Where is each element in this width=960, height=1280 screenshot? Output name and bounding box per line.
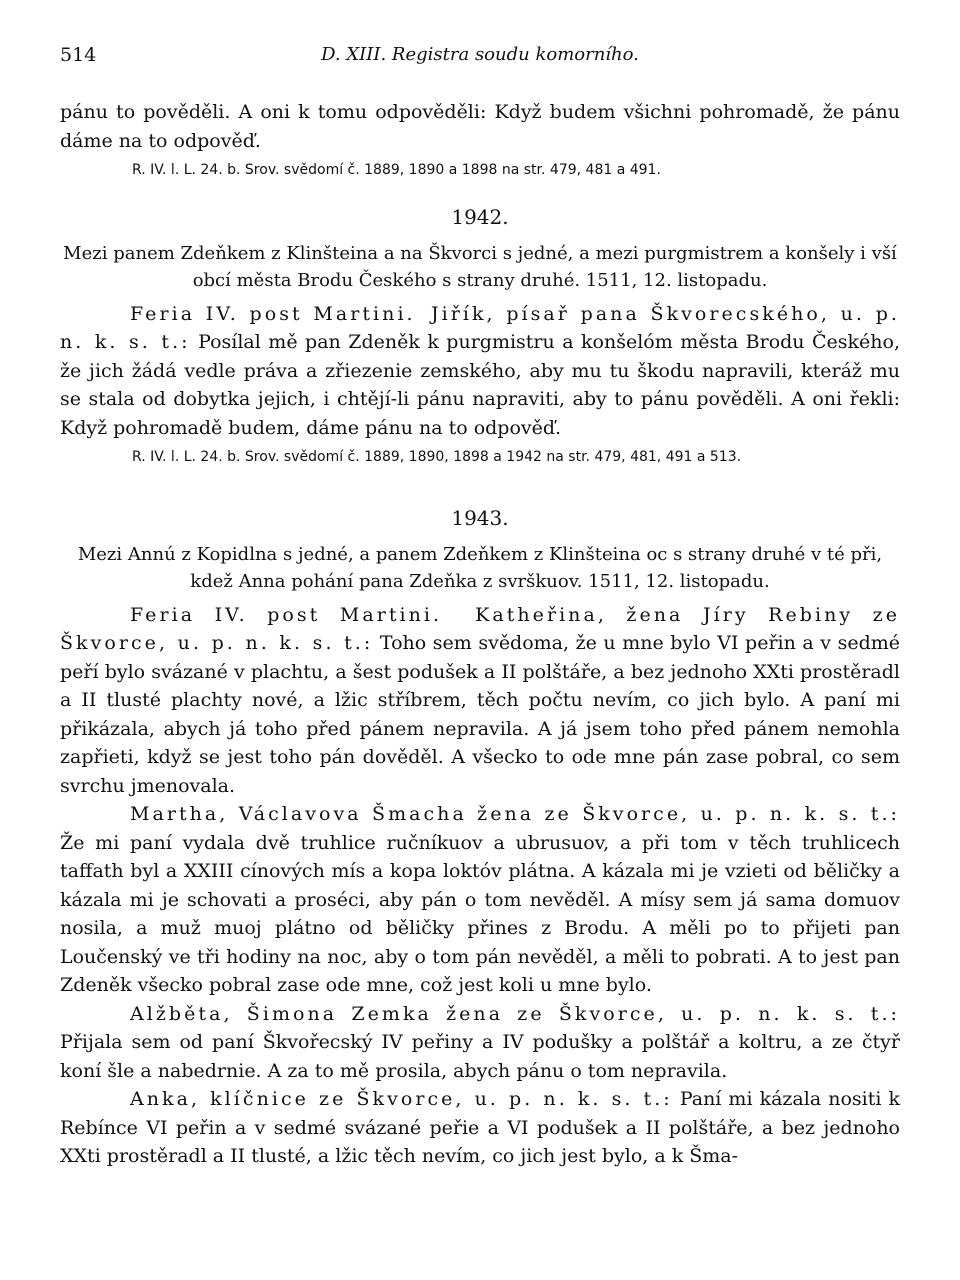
testimony-1943-martha [60, 800, 900, 1000]
entry-number-1943: 1943. [451, 506, 509, 530]
entry-summary-1942: Mezi panem Zdeňkem z Klinšteina a na Škvorci s jedné, a mezi purgmistrem a konšely i vší obcí města Brodu Českého s strany druhé. 1511, 12. listopadu. [63, 242, 897, 291]
testimony-text: Že mi paní vydala dvě truhlice ručníkuov a ubrusuov, a při tom v těch truhlicech taffath byl a XXIII cínových mís a kopa loktóv plátna. A kázala mi je vzieti od běličky a kázala mi je schovati a proséci, aby pán o tom nevěděl. A mísy sem já sama domuov nosila, a muž muoj plátno od běličky přines z Brodu. A měli po to přijeti pan Loučenský ve tři hodiny na noc, aby o tom pán nevěděl, a měli to pobrati. A to jest pan Zdeněk všecko pobral zase ode mne, což jest koli u mne bylo. [60, 831, 900, 996]
witness-name: Anka, klíčnice ze Škvorce, u. p. n. k. s. t.: [130, 1088, 673, 1110]
entry-number-1942: 1942. [451, 205, 509, 229]
testimony-1943-alzbeta [60, 1000, 900, 1086]
testimony-text: Paní mi kázala nositi k Rebínce VI peřin a v sedmé svázané peřie a VI podušek a II polštáře, a bez jednoho XXti prostěradl a II tlusté, a lžic těch nevím, co jich jest bylo, a k Šma- [60, 1088, 900, 1167]
testimony-text: Přijala sem od paní Škvořecský IV peřiny a IV podušky a polštář a koltru, a ze čtyř koní šle a nabedrnie. A za to mě prosila, abych pánu o tom nepravila. [60, 1031, 900, 1082]
reference-1942: R. IV. l. L. 24. b. Srov. svědomí č. 1889, 1890, 1898 a 1942 na str. 479, 481, 491 a 513. [132, 449, 742, 465]
page-content [60, 98, 900, 1171]
date-spaced: Feria IV. post Martini. [130, 603, 443, 626]
page-number: 514 [60, 44, 97, 66]
intro-paragraph: pánu to pověděli. A oni k tomu odpověděli: Když budem všichni pohromadě, že pánu dáme na to odpověď. [60, 101, 900, 152]
witness-name: Martha, Václavova Šmacha žena ze Škvorce, u. p. n. k. s. t.: [130, 803, 900, 825]
witness-name: Katheřina, žena Jíry Rebiny ze Škvorce, u. p. n. k. s. t.: [60, 603, 900, 654]
testimony-1943-anka [60, 1085, 900, 1171]
date-spaced: Feria IV. post Martini. [130, 302, 416, 325]
entry-summary-1943: Mezi Annú z Kopidlna s jedné, a panem Zdeňkem z Klinšteina oc s strany druhé v té při, kdež Anna pohání pana Zdeňka z svrškuov. 1511, 12. listopadu. [77, 543, 883, 592]
testimony-1942 [60, 300, 900, 443]
testimony-text: Posílal mě pan Zdeněk k purgmistru a konšelóm města Brodu Českého, že jich žádá vedle práva a zřiezenie zemského, aby mu tu škodu napravili, kteráž mu se stala od dobytka jejich, i chtějí-li pánu napraviti, aby to pánu pověděli. A oni řekli: Když pohromadě budem, dáme pánu na to odpověď. [60, 331, 901, 439]
page-header [60, 44, 900, 76]
testimony-1943-katherina [60, 601, 900, 801]
testimony-text: Toho sem svědoma, že u mne bylo VI peřin a v sedmé peří bylo svázané v plachtu, a šest podušek a II polštáře, a bez jednoho XXti prostěradl a II tlusté plachty nové, a lžic stříbrem, těch počtu nevím, co jich bylo. A paní mi přikázala, abych já toho před pánem nepravila. A já jsem toho před pánem nemohla zapřieti, když se jest toho pán dověděl. A všecko to ode mne pán zase pobral, co sem svrchu jmenovala. [60, 632, 900, 797]
intro-reference: R. IV. l. L. 24. b. Srov. svědomí č. 1889, 1890 a 1898 na str. 479, 481 a 491. [132, 162, 661, 178]
witness-name: Jiřík, písař pana Škvorecského, u. p. n. k. s. t.: [60, 302, 900, 353]
witness-name: Alžběta, Šimona Zemka žena ze Škvorce, u. p. n. k. s. t.: [130, 1002, 900, 1025]
running-title: D. XIII. Registra soudu komorního. [321, 44, 639, 65]
